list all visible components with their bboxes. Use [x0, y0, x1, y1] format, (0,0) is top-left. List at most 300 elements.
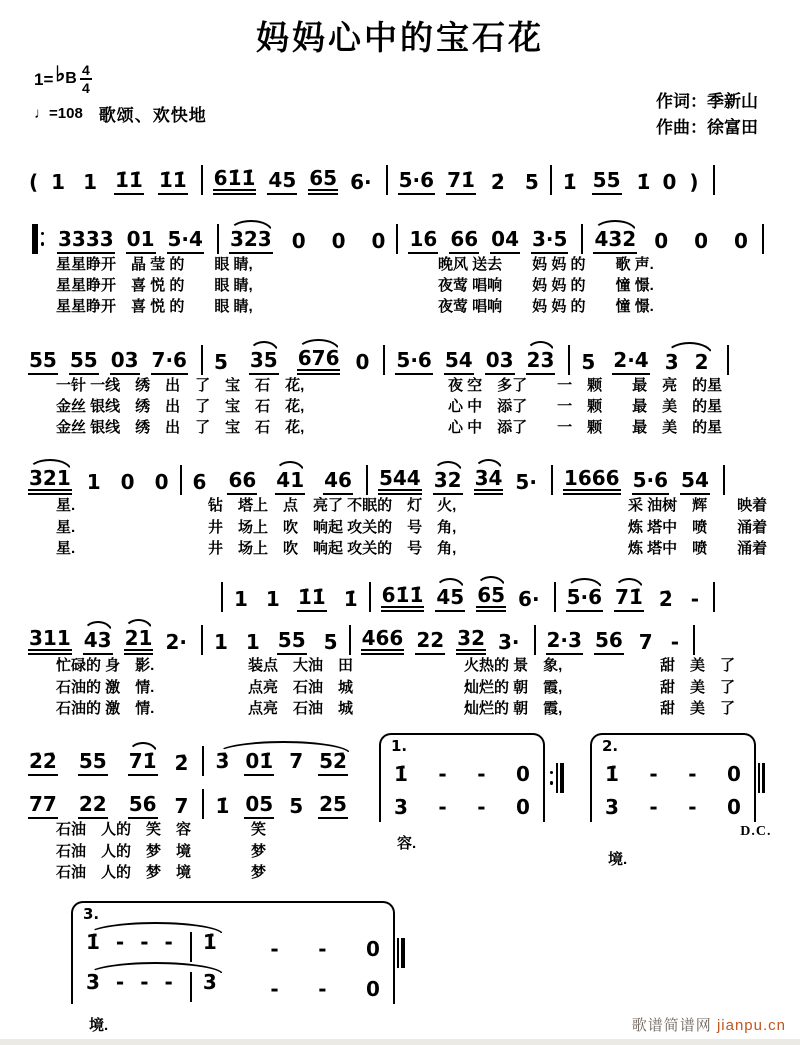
barline-single [349, 625, 351, 655]
note-token: - [318, 937, 327, 962]
barline-single [190, 932, 192, 962]
lyric-segment: 夜莺 唱响 妈 妈 的 憧 憬. [438, 276, 654, 294]
note-token: 52̇ [318, 751, 348, 776]
barline-single [202, 789, 204, 819]
note-token: 3 [202, 970, 217, 995]
barline-stroke [727, 345, 729, 375]
volta-label: 2. [601, 737, 619, 756]
note-token: 7 [174, 794, 189, 819]
barline-single [180, 465, 182, 495]
lyric-verse-1 [28, 819, 363, 840]
lyric-verse-2 [28, 677, 800, 698]
repeat-dot [41, 232, 45, 236]
volta-lyric: 境. [89, 1017, 109, 1035]
note-token: 5·6 [395, 350, 432, 375]
barline-single [369, 582, 371, 612]
note-token: 3 [664, 349, 679, 374]
composer-credit: 作曲：徐富田 [656, 118, 758, 138]
line-intro [0, 152, 800, 195]
note-token: 1 [51, 169, 66, 194]
note-token: 03 [110, 350, 140, 375]
barline-stroke [369, 582, 371, 612]
key-prefix: 1= [34, 69, 54, 89]
note-token: 2 [694, 349, 709, 374]
repeat-dot [41, 242, 45, 246]
voice-row [28, 612, 800, 655]
note-token: 71̇ [128, 751, 158, 776]
note-token: 1̇ [562, 169, 577, 194]
lyric-verse-3 [28, 862, 363, 883]
note-token: 1̇ [202, 930, 217, 955]
barline-single [190, 972, 192, 1002]
volta-box [71, 901, 395, 1004]
note-token: 56 [594, 630, 624, 655]
lyric-segment: 甜 美 了 [660, 678, 736, 696]
barline-single [727, 345, 729, 375]
note-token: 5 [289, 794, 304, 819]
voice-row [28, 776, 363, 819]
barline-stroke [758, 763, 760, 793]
note-token: 01 [126, 229, 156, 254]
note-token: 3̇ [215, 749, 230, 774]
lyric-segment: 炼 塔中 喷 涌着 [628, 518, 768, 536]
note-token: ( [29, 169, 39, 194]
note-token: - [688, 795, 697, 820]
note-token: 01̇ [244, 751, 274, 776]
barline-single [568, 345, 570, 375]
volta-voice-row [85, 922, 381, 962]
lyric-segment: 星. [56, 540, 76, 558]
note-token: 6 [192, 470, 207, 495]
volta-voice-row [604, 787, 742, 820]
lyric-segment: 星星睁开 喜 悦 的 眼 睛, [56, 298, 253, 316]
lyric-segment: 石油 人的 笑 容 笑 [56, 821, 267, 839]
volta-voice-row [393, 754, 531, 787]
barline-single [693, 625, 695, 655]
note-token: 7 [638, 630, 653, 655]
barline-stroke [397, 938, 399, 968]
barline-stroke [190, 972, 192, 1002]
barline-stroke [221, 582, 223, 612]
lyric-segment: 甜 美 了 [660, 657, 736, 675]
note-token: 321 [28, 468, 72, 495]
lyric-segment: 井 场上 吹 响起 攻关的 号 角, [208, 540, 457, 558]
barline-stroke [201, 625, 203, 655]
volta-label: 1. [390, 737, 408, 756]
barline-begin [30, 224, 47, 254]
barline-stroke [762, 763, 766, 793]
note-token: 45 [267, 170, 297, 195]
flat-icon: ♭ [55, 62, 66, 86]
slur-group [85, 932, 232, 962]
barline-stroke [550, 165, 552, 195]
lyric-verse-2 [28, 275, 800, 296]
lyric-segment: 灿烂的 朝 霞, [464, 678, 563, 696]
voice-row [28, 152, 800, 195]
spacer [28, 610, 208, 612]
barline-stroke [202, 789, 204, 819]
note-token: 16 [408, 229, 438, 254]
note-token: 1̇1̇ [114, 170, 144, 195]
note-token: 3 [393, 795, 408, 820]
barline-stroke [386, 165, 388, 195]
note-token: 323 [229, 229, 273, 254]
note-token: - [318, 977, 327, 1002]
lyric-verse-2 [28, 841, 363, 862]
note-token: 2·4 [612, 350, 649, 375]
note-token: 6· [518, 587, 540, 612]
note-token: 2̇ [174, 751, 189, 776]
lyric-verse-2 [28, 396, 800, 417]
note-token: 0 [371, 228, 386, 253]
note-token: - [164, 970, 173, 995]
note-token: 61̇1̇ [381, 585, 425, 612]
score-body [0, 142, 800, 1035]
note-token: 3 [604, 795, 619, 820]
note-token: - [438, 762, 447, 787]
note-token: - [477, 795, 486, 820]
note-token: - [115, 930, 125, 955]
watermark-site-name: 歌谱简谱网 [631, 1017, 712, 1034]
lyric-verse-1 [28, 495, 800, 516]
volta-caption [379, 822, 574, 853]
note-token: 0 [662, 169, 677, 194]
sheet-music-page [0, 12, 800, 1045]
left-segment [28, 733, 363, 883]
slur-group [214, 751, 359, 776]
barline-single [383, 345, 385, 375]
barline-single [723, 465, 725, 495]
note-token: 1 [265, 587, 280, 612]
tempo-marking: ♩=108 [34, 105, 83, 122]
barline-stroke [180, 465, 182, 495]
note-token: 65 [476, 585, 506, 612]
note-token: 45 [435, 587, 465, 612]
note-token: - [690, 587, 700, 612]
barline-stroke [201, 345, 203, 375]
note-token: 1̇1̇ [158, 170, 188, 195]
barline-single [581, 224, 583, 254]
note-token: 25 [318, 794, 348, 819]
barline-stroke [554, 582, 556, 612]
note-token: 3· [498, 630, 520, 655]
note-token: 0 [291, 228, 306, 253]
lyric-segment: 星星睁开 喜 悦 的 眼 睛, [56, 276, 253, 294]
note-token: 71̇ [446, 170, 476, 195]
note-token: 3 [86, 970, 100, 995]
song-title: 妈妈心中的宝石花 [256, 19, 544, 56]
note-token: 0 [331, 228, 346, 253]
note-token: 5·6 [566, 587, 603, 612]
note-token: 54 [444, 350, 474, 375]
lyric-verse-1 [28, 254, 800, 275]
note-token: 1 [213, 630, 228, 655]
note-token: 5·4 [167, 229, 204, 254]
barline-stroke [556, 763, 558, 793]
key-tempo-block [34, 63, 207, 126]
lyricist-credit: 作词：季新山 [656, 92, 758, 111]
lyric-segment: 夜 空 多了 一 颗 最 亮 的星 [448, 376, 723, 394]
line-verse-b [0, 332, 800, 439]
volta-caption [590, 822, 776, 869]
note-token: 04 [490, 229, 520, 254]
note-token: - [670, 630, 680, 655]
barline-stroke [560, 763, 564, 793]
mixed-row [28, 733, 800, 883]
barline-single [713, 582, 715, 612]
note-token: 61̇1̇ [213, 168, 257, 195]
barline-stroke [713, 165, 715, 195]
tempo-line [34, 101, 207, 126]
note-token: 3·5 [531, 229, 568, 254]
note-token: - [140, 930, 149, 955]
note-token: 1666 [563, 468, 621, 495]
repeat-dot [550, 771, 554, 775]
note-token: - [688, 762, 697, 787]
note-token: 544 [378, 468, 422, 495]
meter-top: 4 [81, 62, 90, 78]
note-token: 03 [485, 350, 515, 375]
repeat-dot [550, 781, 554, 785]
note-token: 5 [323, 630, 338, 655]
key-letter: B [65, 70, 77, 87]
barline-stroke [202, 746, 204, 776]
lyric-segment: 一针 一线 绣 出 了 宝 石 花, [56, 376, 305, 394]
note-token: ) [689, 169, 699, 194]
note-token: 5 [581, 349, 596, 374]
lyric-segment: 火热的 景 象, [464, 657, 563, 675]
lyric-verse-1 [28, 375, 800, 396]
volta-lyric: 容. [396, 835, 417, 853]
note-token: 65 [308, 168, 338, 195]
voice-row [28, 569, 800, 612]
note-token: 32 [456, 628, 486, 655]
barline-single [202, 746, 204, 776]
note-token: 55 [69, 350, 99, 375]
barline-single [201, 165, 203, 195]
barline-single [366, 465, 368, 495]
lyric-segment: 采 油树 辉 映着 [628, 497, 768, 515]
note-token: 1̇1̇ [297, 587, 327, 612]
barline-stroke [396, 224, 398, 254]
barline-single [386, 165, 388, 195]
volta-voice-row [604, 754, 742, 787]
note-token: - [649, 762, 658, 787]
note-token: - [270, 977, 279, 1002]
line-duet-b [0, 733, 800, 883]
voice-row [28, 452, 800, 495]
note-token: 0 [120, 470, 135, 495]
note-token: 0 [727, 762, 741, 787]
note-token: 2· [165, 630, 187, 655]
note-token: 34 [474, 468, 504, 495]
note-token: 1 [234, 587, 248, 612]
note-token: 21 [124, 628, 154, 655]
barline-single [551, 465, 553, 495]
lyric-segment: 星. [56, 497, 76, 515]
repeat-dots [550, 771, 554, 785]
barline-stroke [723, 465, 725, 495]
note-token: 2̇2̇ [28, 751, 58, 776]
lyric-segment: 石油的 激 情. [56, 678, 155, 696]
note-token: 23 [526, 350, 556, 375]
lyric-segment: 点亮 石油 城 [248, 678, 354, 696]
note-token: 2̇ [658, 587, 673, 612]
meter-bottom: 4 [81, 80, 90, 96]
barline-single [713, 165, 715, 195]
note-token: 5 [524, 169, 539, 194]
watermark [632, 1014, 786, 1035]
voice-row [28, 211, 800, 254]
note-token: - [164, 930, 173, 955]
note-token: - [438, 795, 447, 820]
slur-group [85, 972, 232, 1002]
lyric-segment: 夜莺 唱响 妈 妈 的 憧 憬. [438, 298, 654, 316]
barline-stroke [581, 224, 583, 254]
barline-stroke [366, 465, 368, 495]
lyric-verse-3 [28, 417, 800, 438]
barline-stroke [551, 465, 553, 495]
note-token: 1̇ [604, 762, 619, 787]
dc-marking: D.C. [740, 824, 772, 840]
note-token: 66 [227, 470, 257, 495]
repeat-dots [41, 232, 45, 246]
barline-stroke [401, 938, 405, 968]
note-token: 05 [244, 794, 274, 819]
note-token: 46 [323, 470, 353, 495]
volta-top [379, 733, 574, 822]
note-token: 676 [297, 348, 341, 375]
note-token: 54 [680, 470, 710, 495]
note-token: 1̇ [393, 762, 408, 787]
note-token: 6· [350, 169, 372, 194]
slur-group [664, 349, 721, 375]
barline-stroke [36, 224, 38, 254]
note-token: 55 [592, 170, 622, 195]
lyric-segment: 晚风 送去 妈 妈 的 歌 声. [438, 255, 654, 273]
lyric-verse-1 [28, 655, 800, 676]
note-token: 5·6 [632, 470, 669, 495]
watermark-site-link[interactable]: jianpu.cn [716, 1017, 786, 1034]
volta-unit [379, 733, 574, 853]
note-token: - [140, 970, 149, 995]
voice-row [28, 733, 363, 776]
score-meta [0, 61, 800, 142]
note-token: 432 [593, 229, 637, 254]
volta-lyric: 境. [607, 851, 628, 869]
note-token: 3333 [57, 229, 115, 254]
note-token: 41 [275, 470, 305, 495]
lyric-verse-3 [28, 538, 800, 559]
line-verse-a [0, 211, 800, 318]
note-token: 1 [83, 169, 97, 194]
barline-stroke [201, 165, 203, 195]
lyric-segment: 石油 人的 梦 境 梦 [56, 863, 267, 881]
barline-single [221, 582, 223, 612]
lyric-verse-3 [28, 698, 800, 719]
note-token: 55 [78, 751, 108, 776]
note-token: 56 [128, 794, 158, 819]
volta-top [71, 901, 800, 1004]
note-token: 0 [366, 937, 380, 962]
note-token: - [649, 795, 658, 820]
note-token: 0 [516, 795, 530, 820]
note-token: 5 [213, 349, 228, 374]
barline-stroke [762, 224, 764, 254]
note-token: 0 [516, 762, 530, 787]
lyric-segment: 星星睁开 晶 莹 的 眼 睛, [56, 255, 253, 273]
note-token: 466 [361, 628, 405, 655]
lyric-segment: 装点 大油 田 [248, 657, 354, 675]
note-token: 77 [28, 794, 58, 819]
lyric-segment: 钻 塔上 点 亮了 不眠的 灯 火, [208, 497, 457, 515]
lyric-segment: 石油 人的 梦 境 梦 [56, 842, 267, 860]
note-token: - [270, 937, 279, 962]
barline-stroke [349, 625, 351, 655]
lyric-segment: 炼 塔中 喷 涌着 [628, 540, 768, 558]
barline-single [201, 345, 203, 375]
barline-final [397, 938, 405, 968]
note-token: 35 [249, 350, 279, 375]
note-token: 1̇ [86, 930, 100, 955]
volta-top [590, 733, 776, 822]
lyric-segment: 心 中 添了 一 颗 最 美 的星 [448, 419, 723, 437]
note-token: 7·6 [151, 350, 188, 375]
lyric-segment: 灿烂的 朝 霞, [464, 699, 563, 717]
barline-final [758, 763, 766, 793]
credits [656, 89, 758, 142]
note-token: 0 [154, 470, 169, 495]
line-duet-a [0, 569, 800, 719]
barline-end-repeat [547, 763, 564, 793]
lyric-verse-2 [28, 517, 800, 538]
page-bottom-band [0, 1039, 800, 1045]
voice-row [28, 332, 800, 375]
note-token: 2̇ [490, 169, 505, 194]
barline-single [396, 224, 398, 254]
lyric-verse-3 [28, 296, 800, 317]
note-token: 0 [694, 228, 709, 253]
lyric-segment: 金丝 银线 绣 出 了 宝 石 花, [56, 419, 305, 437]
line-verse-c [0, 452, 800, 559]
volta-box [590, 733, 756, 822]
barline-stroke [534, 625, 536, 655]
lyric-segment: 甜 美 了 [660, 699, 736, 717]
barline-stroke [568, 345, 570, 375]
barline-single [554, 582, 556, 612]
note-token: 1̇ [343, 587, 358, 612]
note-token: 0 [734, 228, 748, 253]
note-token: 66 [449, 229, 479, 254]
note-token: 7 [289, 749, 304, 774]
barline-single [217, 224, 219, 254]
note-token: 311 [28, 628, 72, 655]
note-token: 32 [433, 470, 463, 495]
key-signature [34, 63, 207, 95]
lyric-segment: 金丝 银线 绣 出 了 宝 石 花, [56, 397, 305, 415]
note-token: 0 [355, 349, 370, 374]
note-token: 71̇ [614, 587, 644, 612]
note-token: 1̇ [636, 169, 651, 194]
lyric-segment: 点亮 石油 城 [248, 699, 354, 717]
lyric-segment: 井 场上 吹 响起 攻关的 号 角, [208, 518, 457, 536]
barline-single [762, 224, 764, 254]
barline-stroke [190, 932, 192, 962]
note-token: 5·6 [398, 170, 435, 195]
lyric-segment: 星. [56, 518, 76, 536]
volta-box [379, 733, 545, 822]
time-signature [80, 63, 92, 95]
